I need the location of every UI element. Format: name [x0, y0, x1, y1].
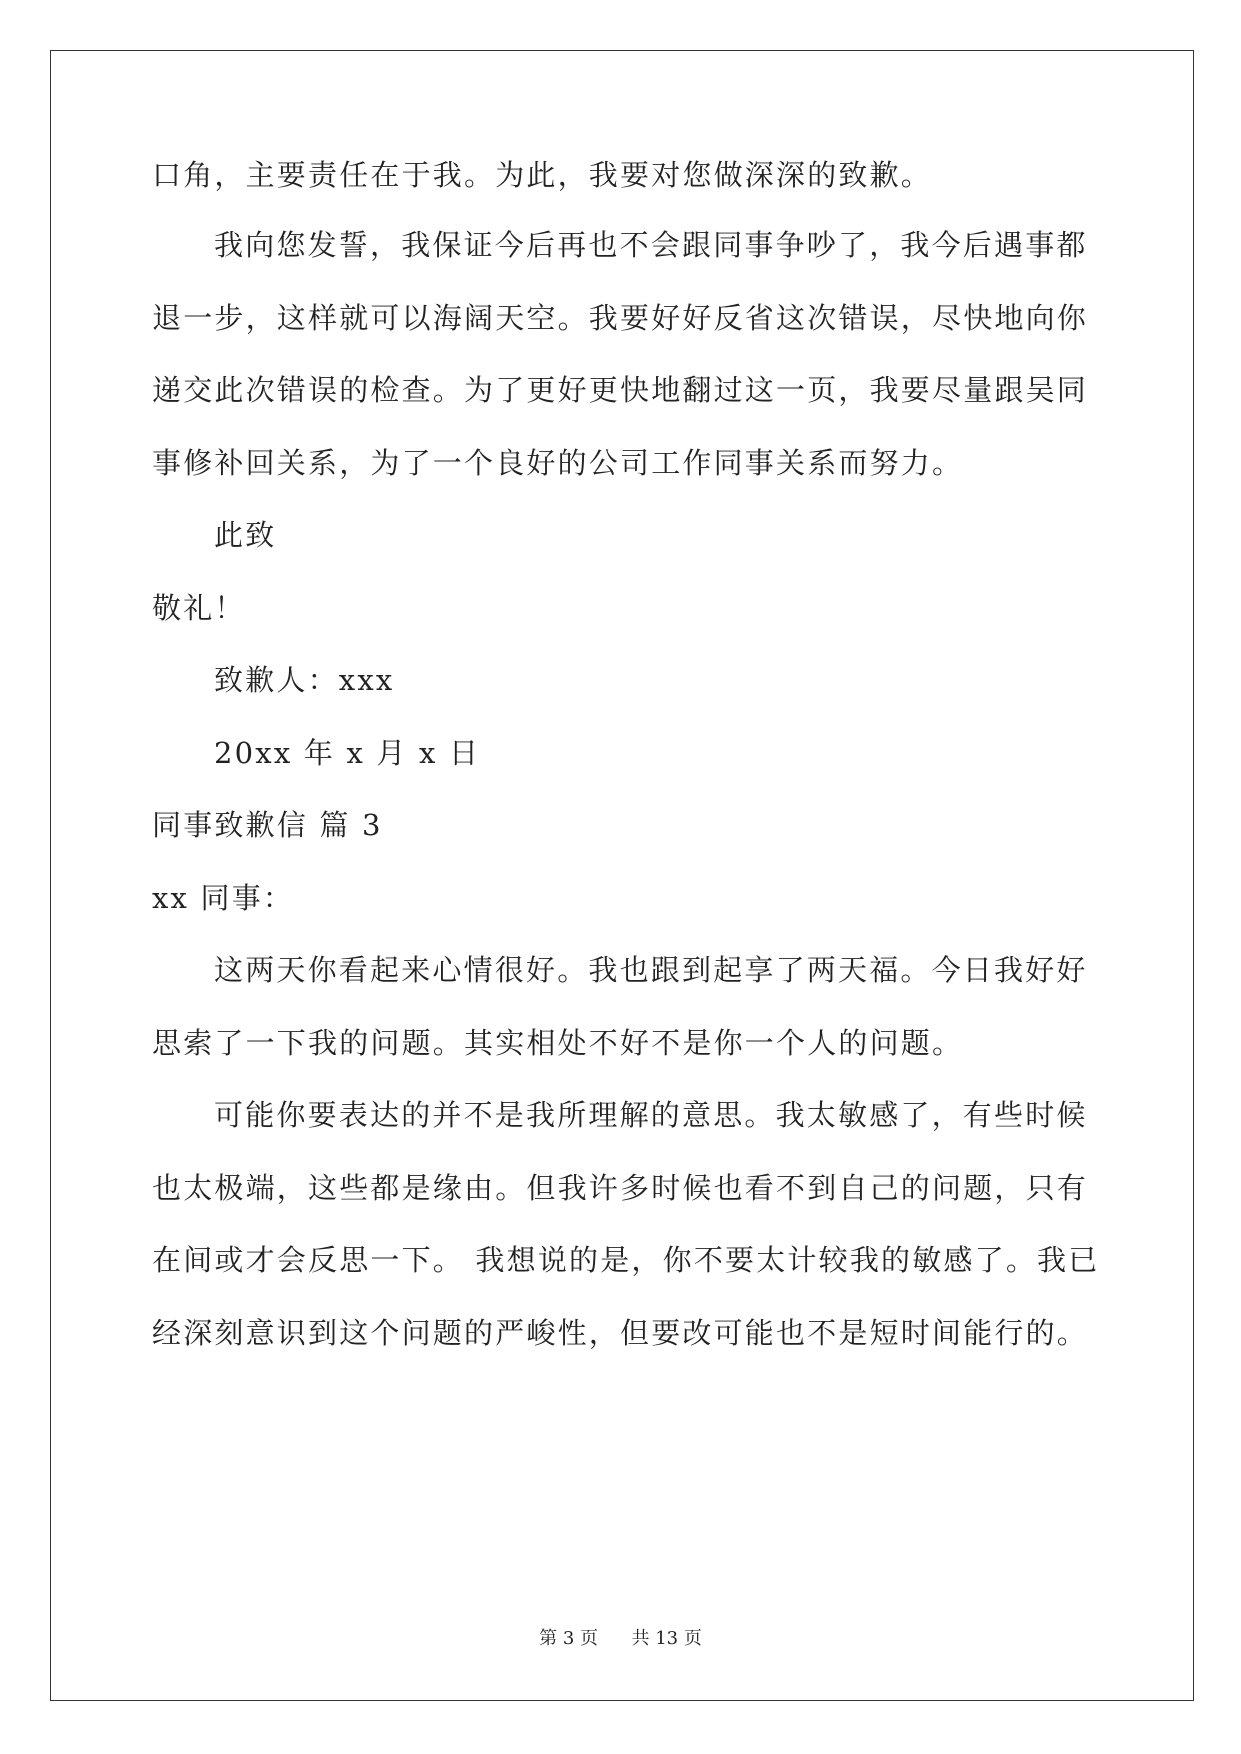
section-heading: 同事致歉信 篇 3 — [152, 808, 383, 842]
paragraph-line: 可能你要表达的并不是我所理解的意思。我太敏感了，有些时候 — [214, 1098, 1088, 1132]
paragraph-line: 也太极端，这些都是缘由。但我许多时候也看不到自己的问题，只有 — [152, 1171, 1089, 1205]
date-line: 20xx 年 x 月 x 日 — [214, 736, 481, 770]
paragraph-line: 口角，主要责任在于我。为此，我要对您做深深的致歉。 — [152, 158, 933, 192]
page-footer — [0, 1628, 1241, 1650]
closing-salutation: 此致 — [214, 518, 277, 552]
paragraph-line: 经深刻意识到这个问题的严峻性，但要改可能也不是短时间能行的。 — [152, 1316, 1089, 1350]
paragraph-line: 这两天你看起来心情很好。我也跟到起享了两天福。今日我好好 — [214, 953, 1088, 987]
page-number-total: 共 13 页 — [631, 1628, 702, 1649]
paragraph-line: 我向您发誓，我保证今后再也不会跟同事争吵了，我今后遇事都 — [214, 228, 1088, 262]
closing-regards: 敬礼！ — [152, 591, 246, 625]
paragraph-line: 思索了一下我的问题。其实相处不好不是你一个人的问题。 — [152, 1026, 964, 1060]
paragraph-line: 退一步，这样就可以海阔天空。我要好好反省这次错误，尽快地向你 — [152, 301, 1089, 335]
paragraph-line: 在间或才会反思一下。 我想说的是，你不要太计较我的敏感了。我已 — [152, 1243, 1100, 1277]
page-number-current: 第 3 页 — [539, 1628, 599, 1649]
greeting-line: xx 同事： — [152, 881, 295, 915]
paragraph-line: 事修补回关系，为了一个良好的公司工作同事关系而努力。 — [152, 446, 964, 480]
paragraph-line: 递交此次错误的检查。为了更好更快地翻过这一页，我要尽量跟吴同 — [152, 373, 1089, 407]
signature-line: 致歉人：xxx — [214, 663, 395, 697]
page-frame — [50, 50, 1194, 1701]
